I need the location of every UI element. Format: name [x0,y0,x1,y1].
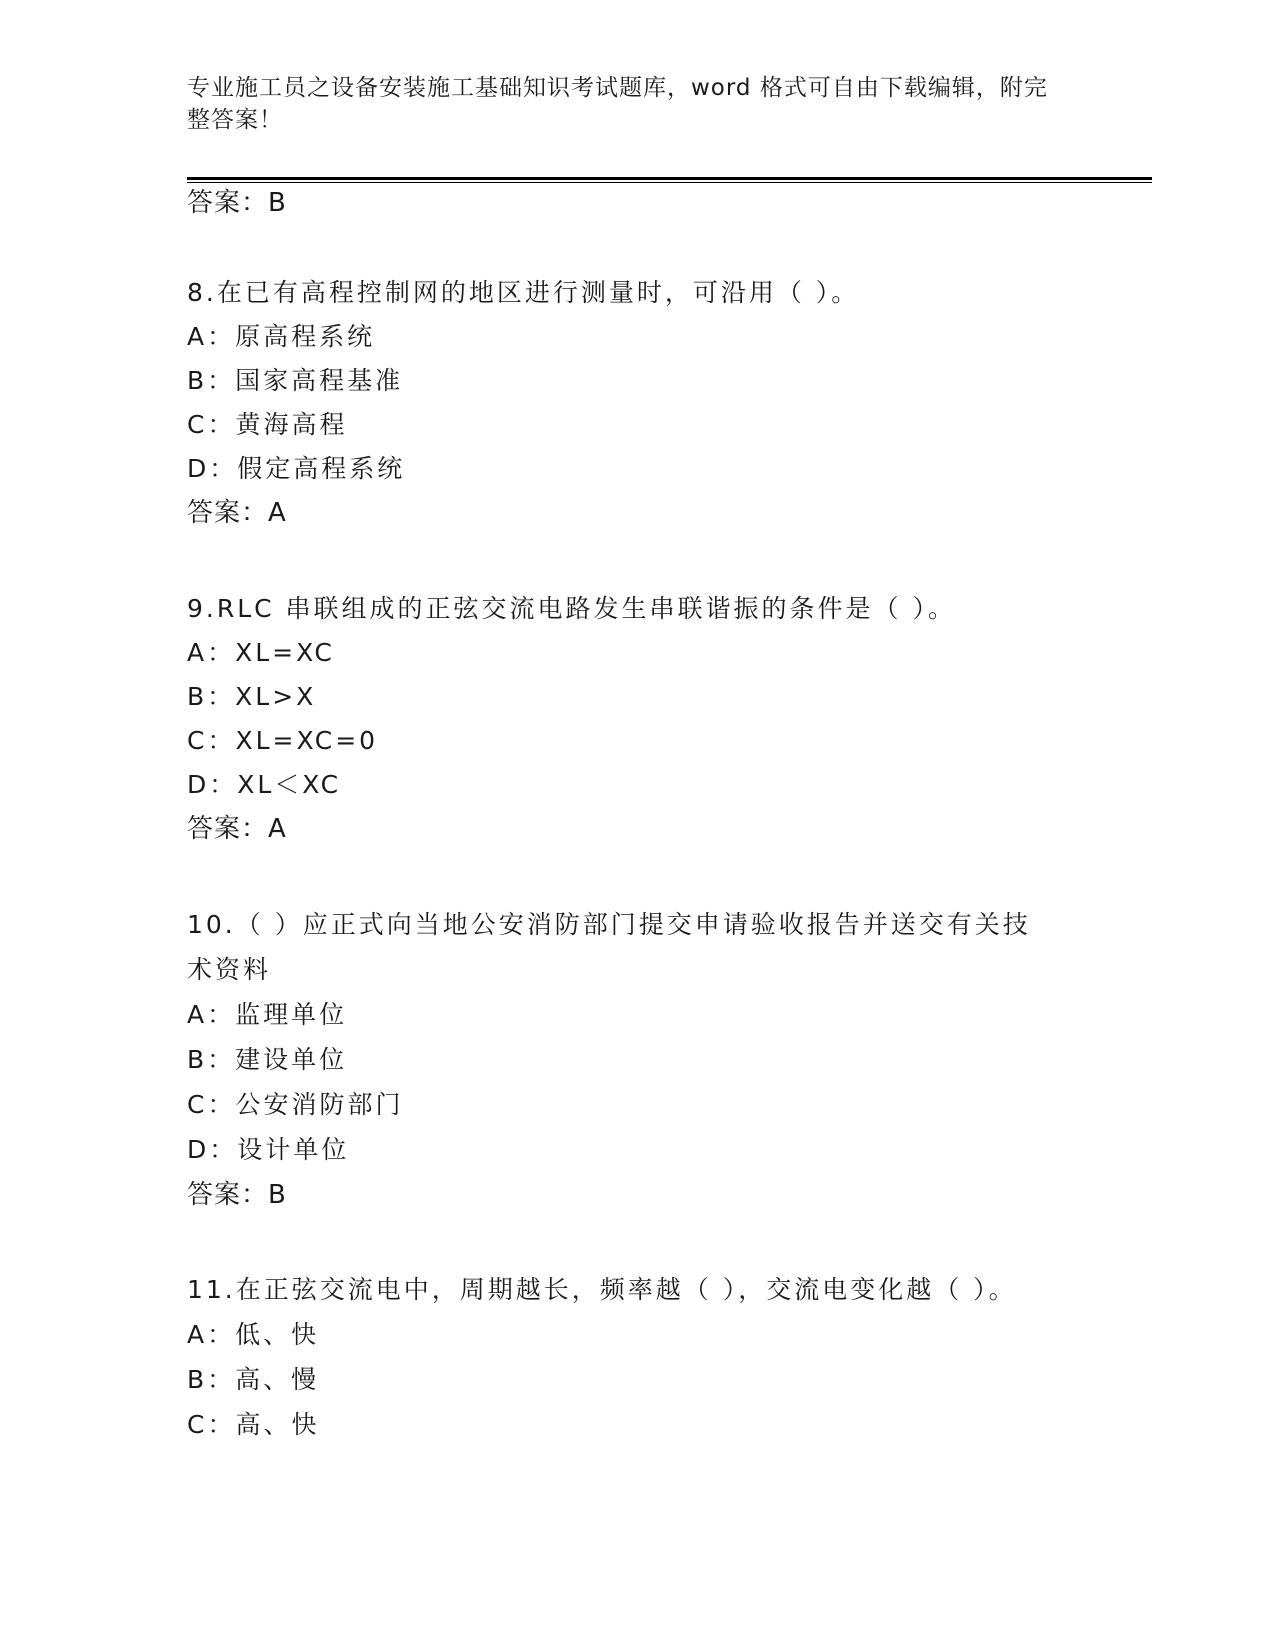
question-11-option-a: A：低、快 [187,1320,320,1349]
question-10-option-d: D：设计单位 [187,1135,350,1164]
question-11-option-c: C：高、快 [187,1410,320,1439]
question-11-option-b: B：高、慢 [187,1365,320,1394]
document-header: 专业施工员之设备安装施工基础知识考试题库，word 格式可自由下载编辑，附完整答案！ [187,75,1048,133]
question-10-stem: 10.（ ）应正式向当地公安消防部门提交申请验收报告并送交有关技 [187,910,1031,939]
question-9-answer: 答案：A [187,814,287,844]
question-9-stem: 9.RLC 串联组成的正弦交流电路发生串联谐振的条件是（ ）。 [187,594,957,623]
question-8-stem: 8.在已有高程控制网的地区进行测量时，可沿用（ ）。 [187,278,860,307]
header-divider-thin [187,182,1152,183]
question-10-stem-continued: 术资料 [187,955,272,984]
question-8-option-c: C：黄海高程 [187,410,348,439]
question-9-option-d: D：XL＜XC [187,770,342,799]
question-10-option-b: B：建设单位 [187,1045,348,1074]
question-9-option-b: B：XL>X [187,682,317,711]
question-8-option-a: A：原高程系统 [187,322,376,351]
previous-answer: 答案：B [187,188,287,218]
question-8-answer: 答案：A [187,498,287,528]
question-8-option-b: B：国家高程基准 [187,366,404,395]
question-10-option-c: C：公安消防部门 [187,1090,404,1119]
question-9-option-a: A：XL=XC [187,638,335,667]
question-10-answer: 答案：B [187,1180,287,1210]
question-11-stem: 11.在正弦交流电中，周期越长，频率越（ ），交流电变化越（ ）。 [187,1275,1017,1304]
question-10-option-a: A：监理单位 [187,1000,348,1029]
header-divider [187,177,1152,180]
question-9-option-c: C：XL=XC=0 [187,726,379,755]
question-8-option-d: D：假定高程系统 [187,454,406,483]
